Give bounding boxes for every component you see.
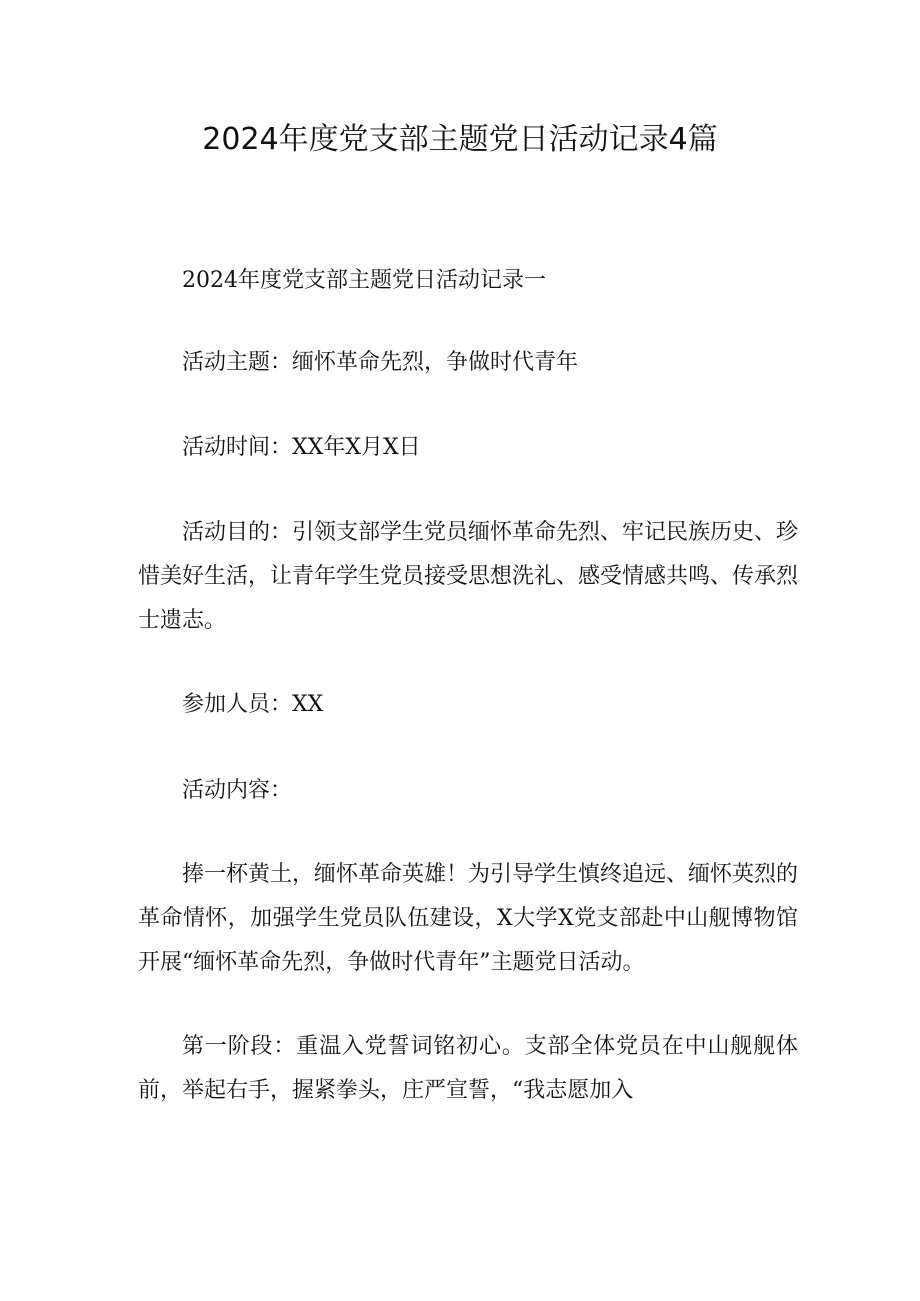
activity-purpose: 活动目的：引领支部学生党员缅怀革命先烈、牢记民族历史、珍惜美好生活，让青年学生党员接受思想洗礼、感受情感共鸣、传承烈士遗志。 bbox=[138, 520, 799, 633]
activity-theme: 活动主题：缅怀革命先烈，争做时代青年 bbox=[182, 350, 579, 375]
activity-time: 活动时间：XX年X月X日 bbox=[182, 435, 421, 460]
document-title: 2024年度党支部主题党日活动记录4篇 bbox=[202, 122, 718, 157]
stage-one-paragraph: 第一阶段：重温入党誓词铭初心。支部全体党员在中山舰舰体前，举起右手，握紧拳头，庄严宣誓，“我志愿加入 bbox=[138, 1034, 798, 1103]
participants: 参加人员：XX bbox=[182, 692, 324, 717]
content-intro-paragraph: 捧一杯黄土，缅怀革命英雄！为引导学生慎终追远、缅怀英烈的革命情怀，加强学生党员队伍建设，X大学X党支部赴中山舰博物馆开展“缅怀革命先烈，争做时代青年”主题党日活动。 bbox=[138, 862, 799, 975]
record-heading: 2024年度党支部主题党日活动记录一 bbox=[182, 268, 546, 293]
activity-content-label: 活动内容： bbox=[182, 778, 293, 803]
